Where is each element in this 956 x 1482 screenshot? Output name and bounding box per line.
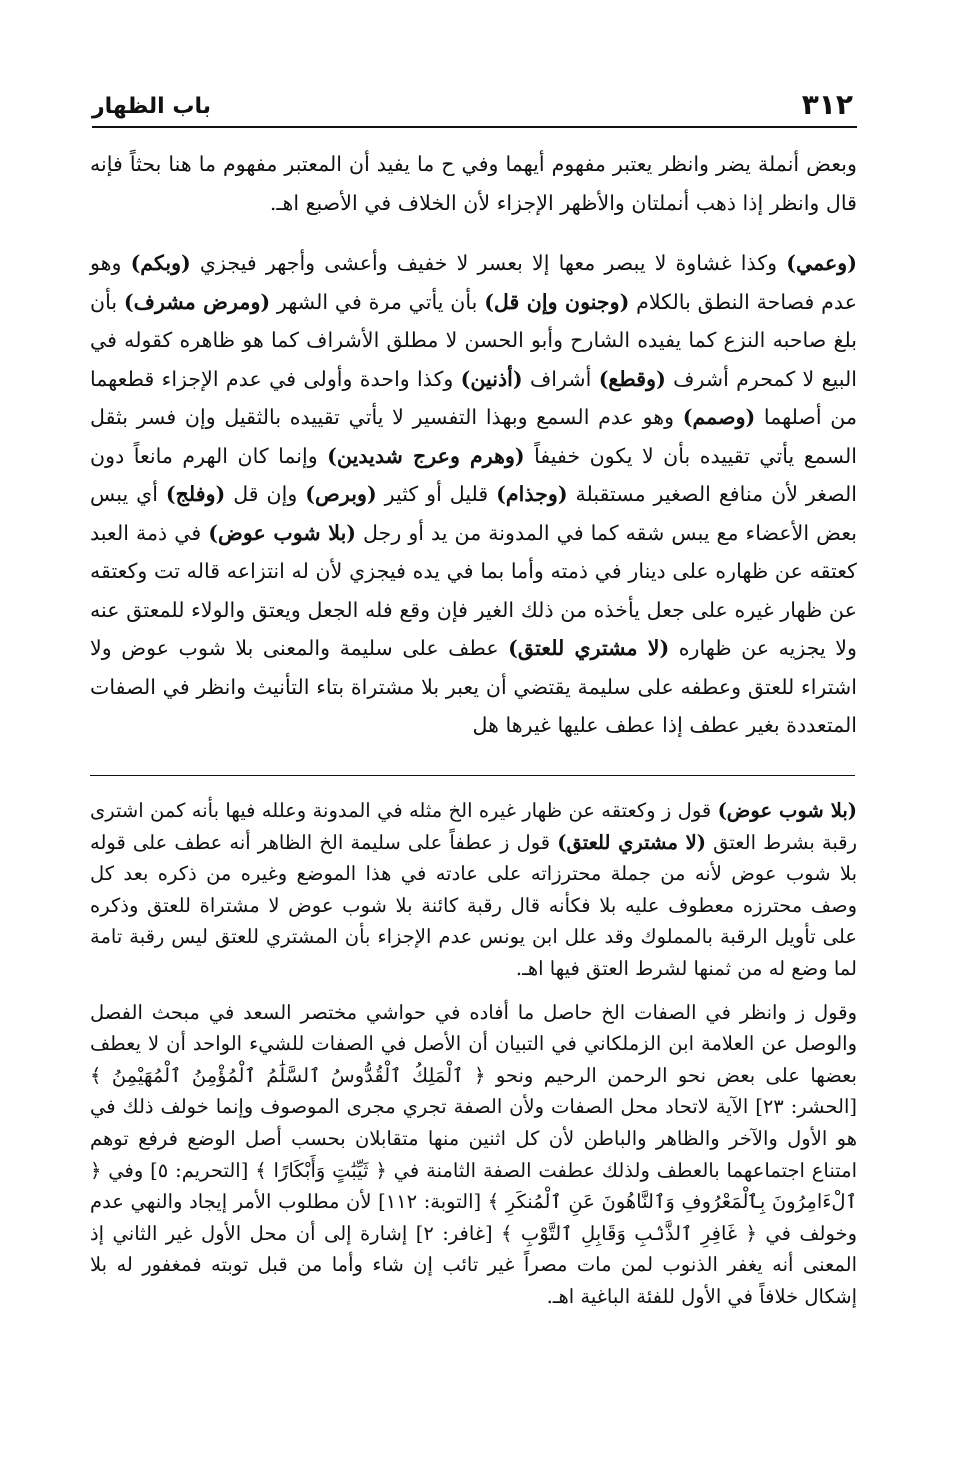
bold-term: (لا مشتري للعتق) bbox=[508, 636, 670, 660]
text-run: [الحشر: ٢٣] الآية لاتحاد محل الصفات ولأن الصفة تجري مجرى الموصوف وإنما خولف ذلك في هو الأول والآخر والظاهر والباطن لأن كل اثنين منها متقابلان بحسب أصل الوضع فرفع توهم امتناع اجتماعهما بالعطف ولذلك عطفت الصفة الثامنة في bbox=[90, 1095, 857, 1182]
text-run: [غافر: ٢] إشارة إلى أن محل الأول غير الثاني إذ المعنى أنه يغفر الذنوب لمن مات مصراً غير تائب إن شاء وأما من قبل توبته فمغفور له بلا إشكال خلافاً في الأول للفئة الباغية اهـ. bbox=[90, 1221, 857, 1308]
footnotes bbox=[90, 795, 857, 1313]
text-run: وقول ز وانظر في الصفات الخ حاصل ما أفاده في حواشي مختصر السعد في مبحث الفصل والوصل عن العلامة ابن الزملكاني في التبيان أن الأصل في الصفات للشيء الواحد أن لا يعطف بعضها على بعض نحو الرحمن الرحيم ونحو bbox=[90, 1000, 857, 1087]
text-run: وإن قل bbox=[225, 482, 306, 506]
footnote-divider bbox=[90, 775, 855, 776]
bold-term: (وجنون وإن قل) bbox=[484, 289, 630, 314]
text-run: وهو عدم فصاحة النطق بالكلام bbox=[90, 251, 857, 314]
text-run: وإنما كان الهرم مانعاً دون الصغر لأن منافع الصغير مستقبلة bbox=[90, 443, 858, 506]
text-run: في ذمة العبد كعتقه عن ظهاره على دينار في ذمته وأما بما في يده فيجزي لأن له انتزاعه قاله تت وكعتقه عن ظهار غيره على جعل يأخذه من ذلك الغير فإن وقع فله الجعل ويعتق والولاء للمعتق عنه ولا يجزيه عن ظهاره bbox=[90, 520, 857, 660]
text-run: وكذا غشاوة لا يبصر معها إلا بعسر لا خفيف وأعشى وأجهر فيجزي bbox=[190, 251, 787, 275]
text-run: أشراف bbox=[522, 366, 599, 391]
bold-term: (بلا شوب عوض) bbox=[208, 520, 357, 545]
text-run: قليل أو كثير bbox=[376, 482, 497, 506]
text-run: بأن بلغ صاحبه النزع كما يفيده الشارح وأبو الحسن لا مطلق الأشراف كما هو ظاهره كقوله في البيع لا كمحرم أشرف bbox=[90, 289, 857, 391]
main-paragraph-1: وبعض أنملة يضر وانظر يعتبر مفهوم أيهما وفي ح ما يفيد أن المعتبر مفهوم ما هنا بحثاً فإنه قال وانظر إذا ذهب أنملتان والأظهر الإجزاء لأن الخلاف في الأصبع اهـ. bbox=[90, 152, 857, 215]
text-run: قول ز عطفاً على سليمة الخ الظاهر أنه عطف على قوله بلا شوب عوض لأنه من جملة محترزاته على عادته في هذا الموضع وغيره من ذكره بعد كل وصف محترزه معطوف عليه بلا فكأنه قال رقبة كائنة بلا شوب عوض لا مشتراة للعتق وذكره على تأويل الرقبة بالمملوك وقد علل ابن يونس عدم الإجزاء بأن المشتري للعتق ليس رقبة تامة لما وضع له من ثمنها لشرط العتق فيها اهـ. bbox=[90, 830, 857, 980]
quran-quote: ﴿ ٱلْءَامِرُونَ بِٱلْمَعْرُوفِ وَٱلنَّاهُونَ عَنِ ٱلْمُنكَرِ ﴾ bbox=[90, 1158, 857, 1214]
text-run: [التحريم: ٥] وفي bbox=[101, 1158, 256, 1182]
footnote-paragraph-1 bbox=[90, 795, 857, 985]
bold-term: (أذنين) bbox=[460, 366, 523, 391]
running-header bbox=[92, 86, 857, 128]
quran-quote: ﴿ ٱلْمَلِكُ ٱلْقُدُّوسُ ٱلسَّلَٰمُ ٱلْمُؤْمِنُ ٱلْمُهَيْمِنُ ﴾ bbox=[90, 1063, 486, 1087]
quran-quote: ﴿ غَافِرِ ٱلذَّنۢبِ وَقَابِلِ ٱلتَّوْبِ ﴾ bbox=[501, 1221, 757, 1245]
bold-term: (وهرم وعرج شديدين) bbox=[327, 443, 525, 468]
footnote-paragraph-2 bbox=[90, 997, 857, 1313]
bold-term: (وبرص) bbox=[305, 482, 377, 506]
text-run: قول ز وكعتقه عن ظهار غيره الخ مثله في المدونة وعلله فيها بأنه كمن اشترى رقبة بشرط العتق bbox=[90, 799, 857, 854]
main-paragraph-2 bbox=[90, 244, 857, 745]
bold-term: (وصمم) bbox=[682, 405, 756, 429]
page-number: ٣١٢ bbox=[801, 88, 853, 121]
text-run: وهو عدم السمع وبهذا التفسير لا يأتي تقييده بالثقيل وإن فسر بثقل السمع يأتي تقييده بأن لا يكون خفيفاً bbox=[90, 405, 857, 468]
bold-term: (وعمي) bbox=[786, 251, 857, 275]
text-run: [التوبة: ١١٢] لأن مطلوب الأمر إيجاد والنهي عدم وخولف في bbox=[90, 1190, 857, 1245]
bold-term: (وجذام) bbox=[496, 482, 568, 506]
text-run: أي يبس بعض الأعضاء مع يبس شقه كما في المدونة من يد أو رجل bbox=[90, 482, 857, 545]
text-run: عطف على سليمة والمعنى بلا شوب عوض ولا اشتراء للعتق وعطفه على سليمة يقتضي أن يعبر بلا مشتراة بتاء التأنيث وانظر في الصفات المتعددة بغير عطف إذا عطف عليها غيرها هل bbox=[90, 636, 857, 737]
text-run: وكذا واحدة وأولى في عدم الإجزاء قطعهما من أصلهما bbox=[90, 366, 858, 429]
bold-term: (وقطع) bbox=[598, 366, 666, 391]
main-text bbox=[90, 145, 857, 745]
bold-term: (وفلج) bbox=[165, 482, 226, 506]
text-run: بأن يأتي مرة في الشهر bbox=[270, 289, 485, 314]
chapter-title: باب الظهار bbox=[92, 94, 219, 119]
bold-term: (وبكم) bbox=[130, 251, 191, 275]
bold-term: (لا مشتري للعتق) bbox=[557, 830, 706, 854]
bold-term: (ومرض مشرف) bbox=[123, 289, 271, 314]
quran-quote: ﴿ ثَيِّبَٰتٍ وَأَبْكَارًا ﴾ bbox=[255, 1158, 387, 1182]
bold-term: (بلا شوب عوض) bbox=[717, 799, 857, 822]
